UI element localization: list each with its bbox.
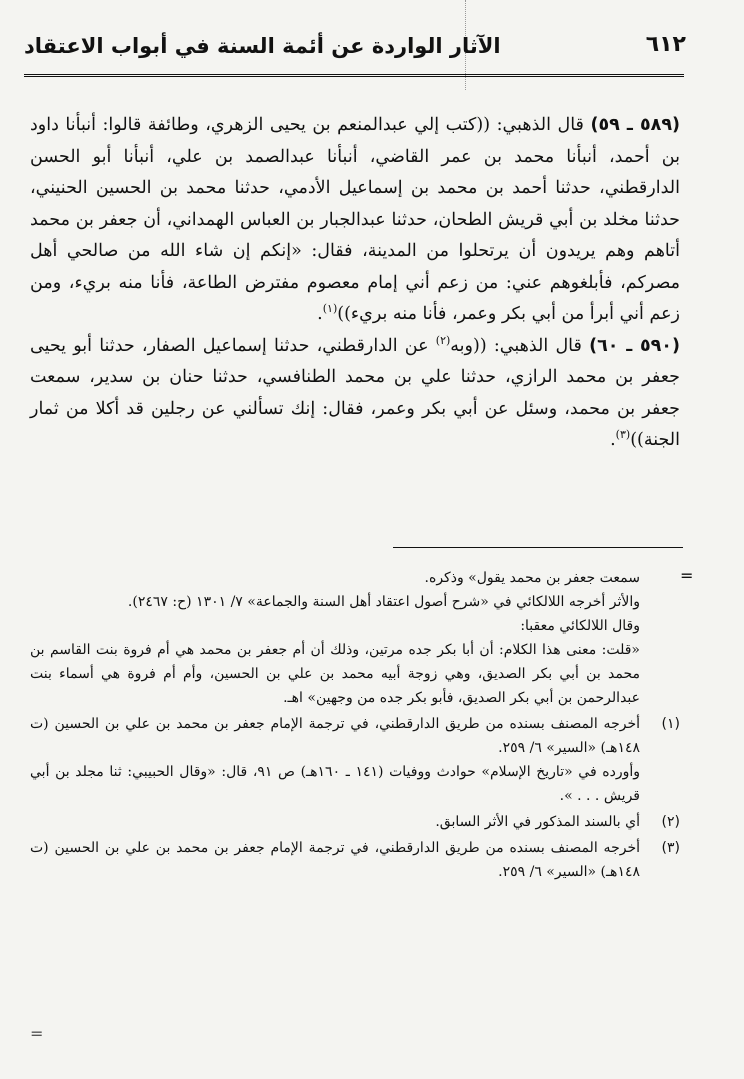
footnotes [30, 566, 680, 886]
running-title: الآثار الواردة عن أئمة السنة في أبواب الاعتقاد [24, 34, 501, 58]
footnote-ref[interactable]: (٢) [435, 333, 451, 347]
footnote-ref[interactable]: (١) [322, 302, 338, 316]
page-number: ٦١٢ [645, 32, 686, 57]
entry-number: (٥٨٩ ـ ٥٩) [590, 115, 680, 135]
footnote-paragraph: أخرجه المصنف بسنده من طريق الدارقطني، في ترجمة الإمام جعفر بن محمد بن علي بن الحسين (ت ١٤٨هـ) «السير» ٦/ ٢٥٩. [30, 716, 640, 756]
footnote-paragraph: والأثر أخرجه اللالكائي في «شرح أصول اعتقاد أهل السنة والجماعة» ٧/ ١٣٠١ (ح: ٢٤٦٧). [127, 594, 640, 610]
footnote-continuation [30, 566, 680, 710]
footnote-1 [30, 712, 680, 808]
footnote-marker: (٢) [661, 814, 680, 830]
footnote-2 [30, 810, 680, 834]
footnote-ref[interactable]: (٣) [615, 428, 631, 442]
page-header [24, 30, 686, 70]
entry-590 [30, 331, 680, 457]
entry-number: (٥٩٠ ـ ٦٠) [589, 335, 680, 356]
footnote-paragraph: وقال اللالكائي معقبا: [520, 618, 640, 634]
entry-text-end: . [610, 430, 616, 450]
entry-589 [30, 110, 680, 331]
footnote-rule [393, 547, 683, 548]
bottom-mark: = [30, 1024, 44, 1043]
header-rule [24, 74, 684, 77]
continuation-mark: = [680, 566, 694, 585]
footnote-paragraph: سمعت جعفر بن محمد يقول» وذكره. [424, 570, 640, 586]
footnote-paragraph: «قلت: معنى هذا الكلام: أن أبا بكر جده مرتين، وذلك أن أم جعفر بن محمد هي أم فروة بنت القاسم بن محمد بن أبي بكر الصديق، وهي زوجة أبيه محمد بن علي بن الحسين، وأم أم فروة هي أسماء بنت عبدالرحمن بن أبي بكر الصديق، فأبو بكر جده من وجهين» اهـ. [30, 642, 640, 706]
footnote-marker: (٣) [661, 840, 680, 856]
footnote-marker: (١) [661, 716, 680, 732]
entry-text-end: . [317, 304, 323, 324]
footnote-paragraph: وأورده في «تاريخ الإسلام» حوادث ووفيات (١٤١ ـ ١٦٠هـ) ص ٩١، قال: «وقال الحبيبي: ثنا مجلد بن أبي قريش . . . ». [30, 764, 641, 804]
footnote-3 [30, 836, 680, 884]
entry-text: قال الذهبي: ((وبه [450, 335, 582, 356]
footnote-paragraph: أي بالسند المذكور في الأثر السابق. [435, 814, 640, 830]
entry-text: عن الدارقطني، حدثنا إسماعيل الصفار، حدثنا أبو يحيى جعفر بن محمد الرازي، حدثنا علي بن محمد الطنافسي، حدثنا حنان بن سدير، سمعت جعفر بن محمد، وسئل عن أبي بكر وعمر، فقال: إنك تسألني عن رجلين قد أكلا من ثمار الجنة)) [30, 335, 680, 450]
entry-text: قال الذهبي: ((كتب إلي عبدالمنعم بن يحيى الزهري، وطائفة قالوا: أنبأنا داود بن أحمد، أنبأنا محمد بن عمر القاضي، أنبأنا عبدالصمد بن علي، أنبأنا أبو الحسن الدارقطني، حدثنا أحمد بن محمد بن إسماعيل الأدمي، حدثنا محمد بن الحسين الحنيني، حدثنا مخلد بن أبي قريش الطحان، حدثنا عبدالجبار بن العباس الهمداني، أن جعفر بن محمد أتاهم وهم يريدون أن يرتحلوا من المدينة، فقال: «إنكم إن شاء الله من صالحي أهل مصركم، فأبلغوهم عني: من زعم أني إمام معصوم مفترض الطاعة، فأنا منه بريء، ومن زعم أني أبرأ من أبي بكر وعمر، فأنا منه بريء)) [30, 115, 680, 324]
footnote-paragraph: أخرجه المصنف بسنده من طريق الدارقطني، في ترجمة الإمام جعفر بن محمد بن علي بن الحسين (ت ١٤٨هـ) «السير» ٦/ ٢٥٩. [30, 840, 640, 880]
main-text [30, 110, 680, 457]
